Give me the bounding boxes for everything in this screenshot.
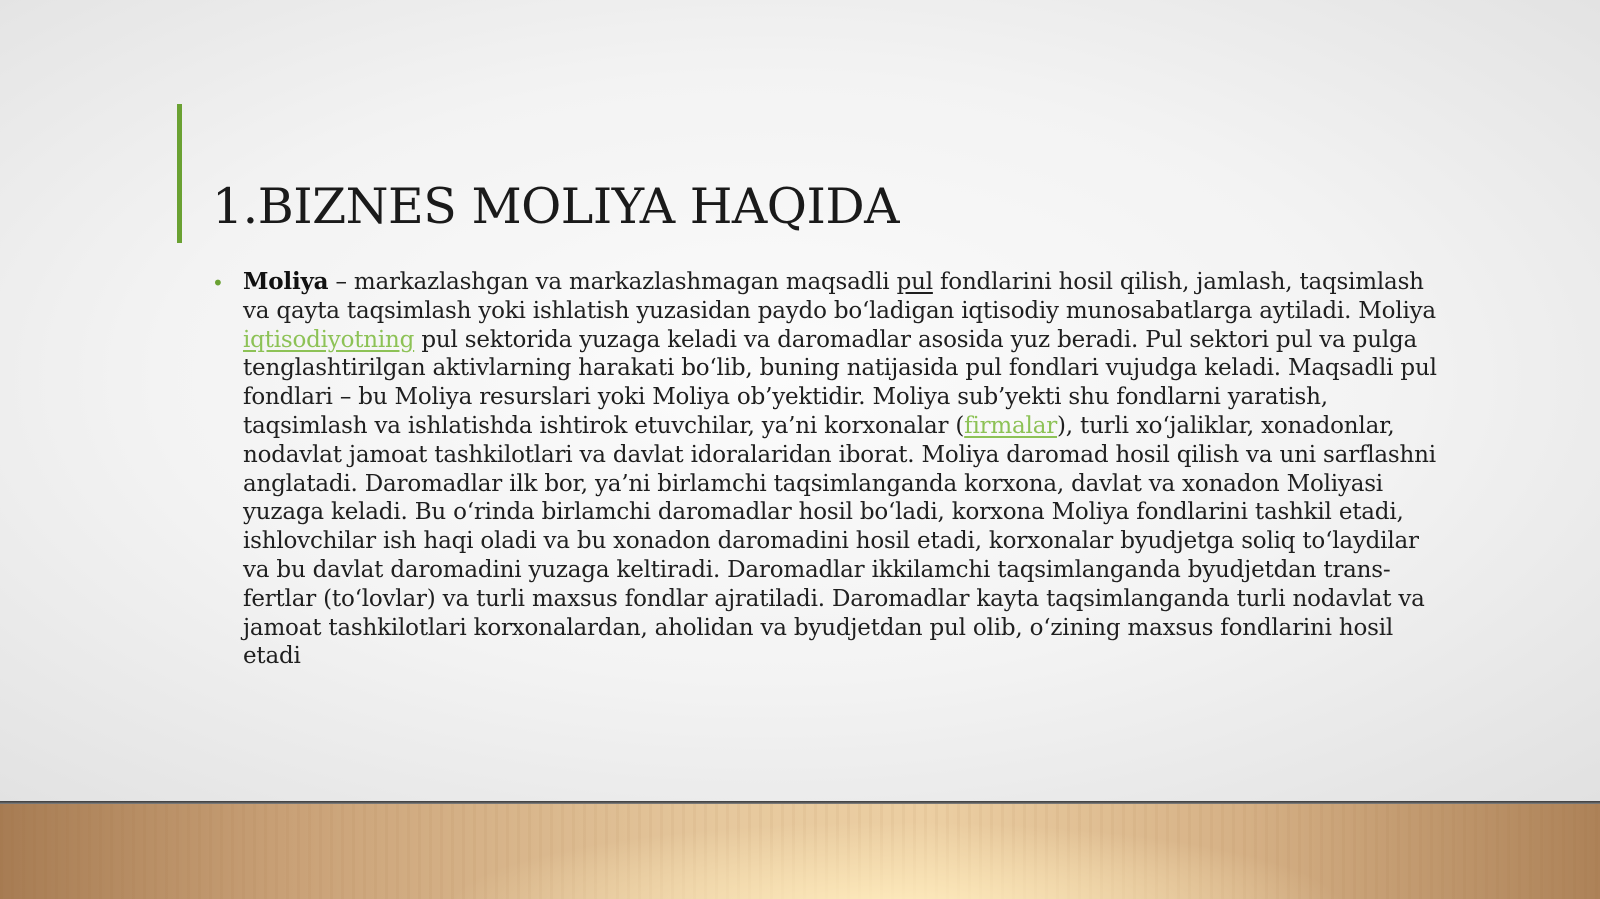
slide-title: 1.BIZNES MOLIYA HAQIDA	[212, 178, 900, 235]
text-segment: pul sektorida yuzaga keladi va daromadlar asosida yuz beradi. Pul sektori pul va pulga tenglashtirilgan aktivlarning harakati bo‘lib, buning natijasida pul fondlari vujudga keladi. Maqsadli pul fondlari – bu Moliya resurslari yoki Moliya ob’yektidir. Moliya sub’yekti shu fondlarni yaratish, taqsimlash va ishlatishda ishtirok etuvchilar, ya’ni korxonalar (	[243, 326, 1437, 439]
text-segment: ), turli xo‘jaliklar, xonadonlar, nodavlat jamoat tashkilotlari va davlat idoralaridan iborat. Moliya daromad hosil qilish va uni sarflashni anglatadi. Daromadlar ilk bor, ya’ni birlamchi taqsimlanganda korxona, davlat va xonadon Moliyasi yuzaga keladi. Bu o‘rinda birlamchi daromadlar hosil bo‘ladi, korxona Moliya fondlarini tashkil etadi, ishlovchilar ish haqi oladi va bu xonadon daromadini hosil etadi, korxonalar byudjetga soliq to‘laydilar va bu davlat daromadini yuzaga keltiradi. Daromadlar ikkilamchi taqsimlanganda byudjetdan trans-fertlar (to‘lovlar) va turli maxsus fondlar ajratiladi. Daromadlar kayta taqsimlanganda turli nodavlat va jamoat tashkilotlari korxonalardan, aholidan va byudjetdan pul olib, o‘zining maxsus fondlarini hosil etadi	[243, 412, 1436, 670]
link-iqtisodiyotning[interactable]: iqtisodiyotning	[243, 326, 415, 353]
link-firmalar[interactable]: firmalar	[964, 412, 1058, 439]
wooden-floor-decoration	[0, 804, 1600, 899]
title-accent-bar	[177, 104, 182, 243]
bullet-icon: •	[212, 271, 224, 295]
term-moliya: Moliya	[243, 268, 329, 295]
bullet-list	[212, 268, 1447, 671]
bullet-item	[212, 268, 1447, 671]
text-segment: fondlarini hosil qilish, jamlash, taqsimlash va qayta taqsimlash yoki ishlatish yuzasidan paydo bo‘ladigan iqtisodiy munosabatlarga aytiladi. Moliya	[243, 269, 1436, 324]
text-segment: – markazlashgan va markazlashmagan maqsadli	[328, 269, 897, 295]
slide-content	[212, 268, 1447, 671]
link-pul[interactable]: pul	[896, 269, 933, 295]
